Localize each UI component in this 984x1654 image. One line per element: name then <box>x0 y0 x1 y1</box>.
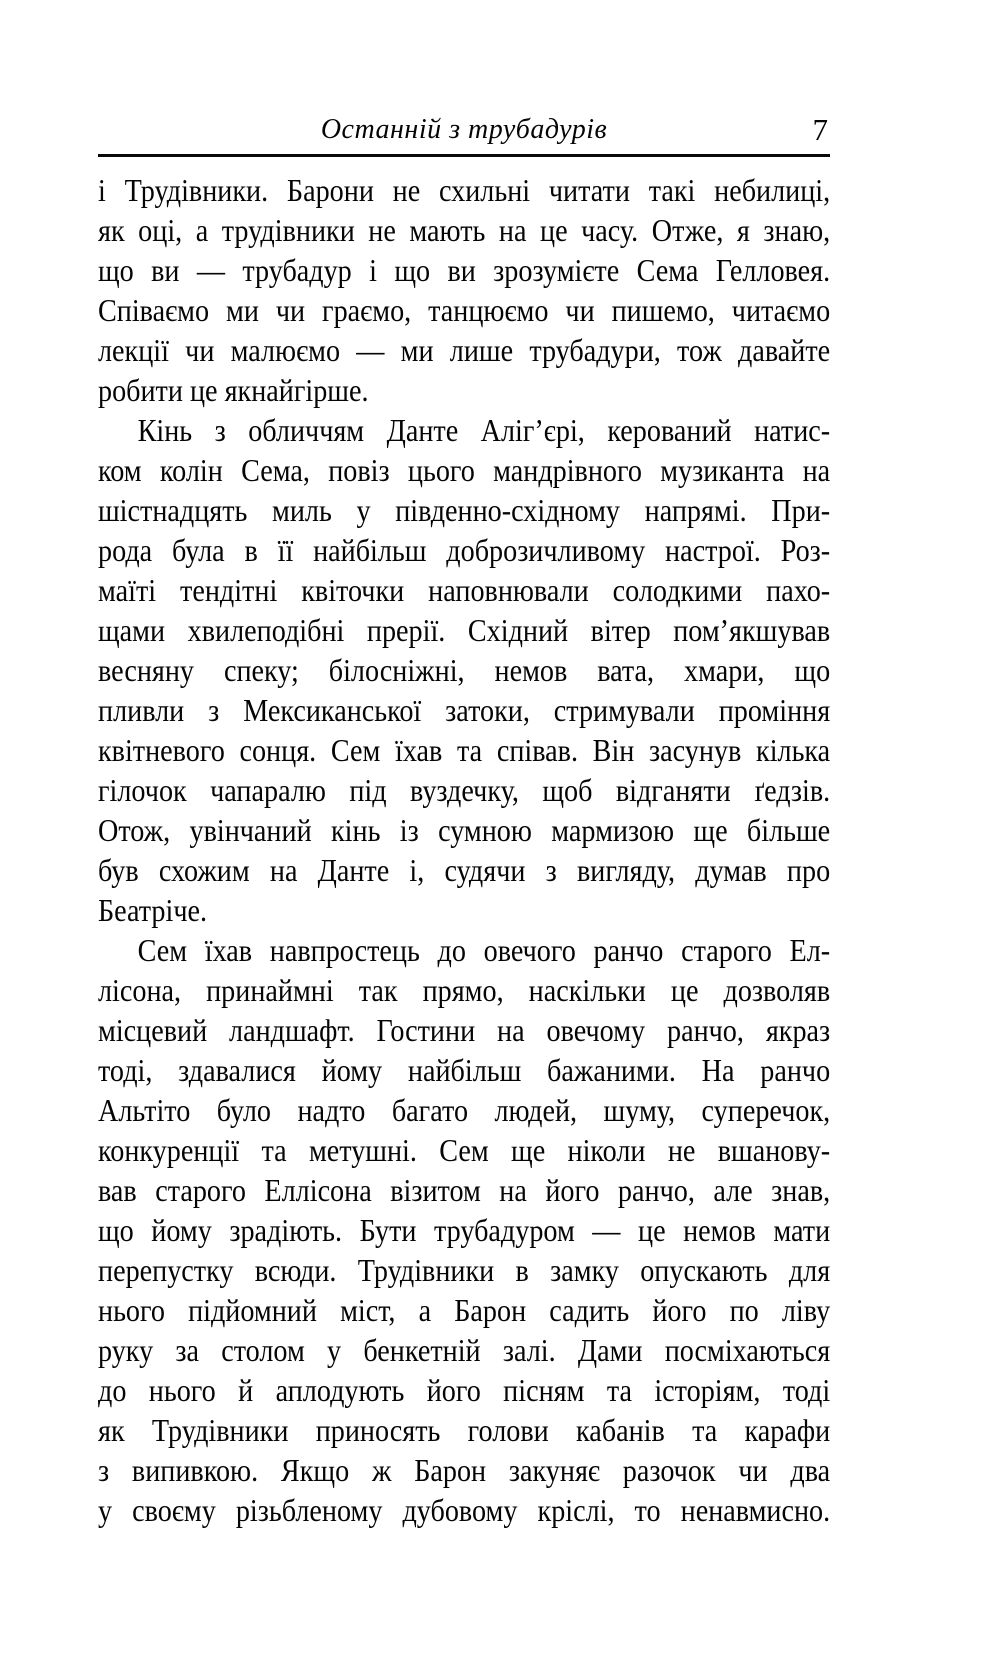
text-line: квітневого сонця. Сем їхав та співав. Він засунув кілька <box>98 732 831 768</box>
text-line: Сем їхав навпростець до овечого ранчо старого Ел- <box>137 932 831 968</box>
text-line: і Трудівники. Барони не схильні читати такі небилиці, <box>98 172 831 208</box>
text-line: Співаємо ми чи граємо, танцюємо чи пишемо, читаємо <box>98 292 831 328</box>
text-line: до нього й аплодують його пісням та історіям, тоді <box>98 1372 831 1408</box>
text-line: маїті тендітні квіточки наповнювали солодкими пахо- <box>98 572 831 608</box>
text-line: що йому зрадіють. Бути трубадуром — це немов мати <box>98 1212 831 1248</box>
text-line: гілочок чапаралю під вуздечку, щоб відганяти ґедзів. <box>98 772 831 808</box>
text-line: рода була в її найбільш доброзичливому настрої. Роз- <box>98 532 831 568</box>
page-content <box>98 112 830 1530</box>
text-line: Отож, увінчаний кінь із сумною мармизою ще більше <box>98 812 831 848</box>
text-line: лісона, принаймні так прямо, наскільки це дозволяв <box>98 972 831 1008</box>
text-line: місцевий ландшафт. Гостини на овечому ранчо, якраз <box>98 1012 831 1048</box>
text-line: ком колін Сема, повіз цього мандрівного музиканта на <box>98 452 831 488</box>
page-body <box>98 170 830 1530</box>
text-line: робити це якнайгірше. <box>98 372 369 408</box>
text-line: руку за столом у бенкетній залі. Дами посміхаються <box>98 1332 831 1368</box>
text-line: Беатріче. <box>98 892 208 928</box>
page-header <box>98 112 830 148</box>
text-line: конкуренції та метушні. Сем ще ніколи не вшанову- <box>98 1132 831 1168</box>
text-line: тоді, здавалися йому найбільш бажаними. На ранчо <box>98 1052 831 1088</box>
text-line: шістнадцять миль у південно-східному напрямі. При- <box>98 492 831 528</box>
text-line: перепустку всюди. Трудівники в замку опускають для <box>98 1252 831 1288</box>
text-line: весняну спеку; білосніжні, немов вата, хмари, що <box>98 652 831 688</box>
page-number: 7 <box>812 112 828 147</box>
text-line: що ви — трубадур і що ви зрозумієте Сема Гелловея. <box>98 252 831 288</box>
text-line: нього підйомний міст, а Барон садить його по ліву <box>98 1292 831 1328</box>
text-line: як Трудівники приносять голови кабанів та карафи <box>98 1412 831 1448</box>
text-line: лекції чи малюємо — ми лише трубадури, тож давайте <box>98 332 831 368</box>
text-line: як оці, а трудівники не мають на це часу. Отже, я знаю, <box>98 212 831 248</box>
text-line: вав старого Еллісона візитом на його ранчо, але знав, <box>98 1172 831 1208</box>
header-rule <box>98 154 830 157</box>
text-line: з випивкою. Якщо ж Барон закуняє разочок чи два <box>98 1452 831 1488</box>
running-title: Останній з трубадурів <box>320 114 608 145</box>
text-line: пливли з Мексиканської затоки, стримували проміння <box>98 692 831 728</box>
text-line: щами хвилеподібні прерії. Східний вітер пом’якшував <box>98 612 831 648</box>
text-line: Кінь з обличчям Данте Аліг’єрі, керований натис- <box>137 412 831 448</box>
text-line: у своєму різьбленому дубовому кріслі, то ненавмисно. <box>98 1492 831 1528</box>
text-line: Альтіто було надто багато людей, шуму, суперечок, <box>98 1092 831 1128</box>
text-line: був схожим на Данте і, судячи з вигляду, думав про <box>98 852 831 888</box>
